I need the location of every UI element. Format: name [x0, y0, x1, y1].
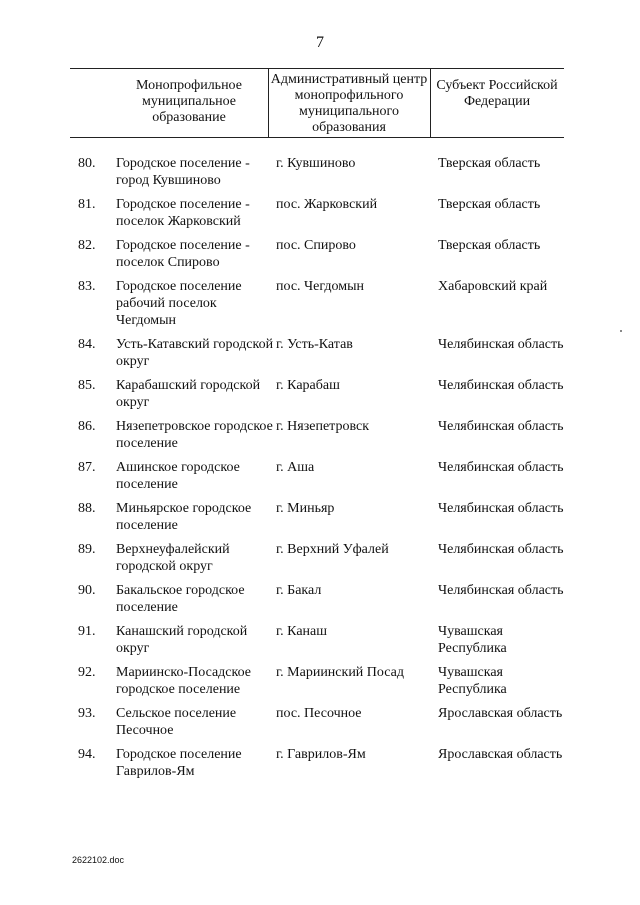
table-row [70, 237, 564, 278]
row-number: 83. [78, 279, 96, 294]
federal-subject: Чувашская Республика [438, 624, 507, 656]
municipality-name: Городское поселение Гаврилов-Ям [116, 747, 242, 779]
page-number: 7 [316, 34, 324, 51]
table-row [70, 336, 564, 377]
federal-subject: Чувашская Республика [438, 665, 507, 697]
municipality-name: Ашинское городское поселение [116, 460, 240, 492]
admin-center: г. Мариинский Посад [276, 665, 404, 680]
municipality-name: Карабашский городской округ [116, 378, 261, 410]
admin-center: г. Верхний Уфалей [276, 542, 389, 557]
table-top-rule [70, 68, 564, 69]
municipality-name: Миньярское городское поселение [116, 501, 252, 533]
table-row [70, 746, 564, 787]
admin-center: г. Карабаш [276, 378, 340, 393]
municipality-name: Городское поселение рабочий поселок Чегдомын [116, 279, 242, 328]
federal-subject: Ярославская область [438, 747, 563, 762]
federal-subject: Ярославская область [438, 706, 563, 721]
federal-subject: Челябинская область [438, 583, 564, 598]
federal-subject: Тверская область [438, 238, 541, 253]
municipality-name: Мариинско-Посадское городское поселение [116, 665, 251, 697]
admin-center: пос. Жарковский [276, 197, 378, 212]
row-number: 80. [78, 156, 96, 171]
federal-subject: Челябинская область [438, 378, 564, 393]
admin-center: пос. Чегдомын [276, 279, 365, 294]
admin-center: пос. Спирово [276, 238, 356, 253]
row-number: 94. [78, 747, 96, 762]
header-municipality: Монопрофильное муниципальное образование [136, 78, 242, 125]
federal-subject: Челябинская область [438, 542, 564, 557]
row-number: 81. [78, 197, 96, 212]
federal-subject: Челябинская область [438, 419, 564, 434]
table-row [70, 623, 564, 664]
admin-center: г. Миньяр [276, 501, 335, 516]
municipality-name: Нязепетровское городское поселение [116, 419, 273, 451]
admin-center: пос. Песочное [276, 706, 362, 721]
admin-center: г. Аша [276, 460, 315, 475]
municipality-name: Бакальское городское поселение [116, 583, 245, 615]
header-bottom-rule [70, 137, 564, 138]
municipality-name: Городское поселение - город Кувшиново [116, 156, 250, 188]
federal-subject: Тверская область [438, 197, 541, 212]
admin-center: г. Гаврилов-Ям [276, 747, 366, 762]
federal-subject: Хабаровский край [438, 279, 548, 294]
admin-center: г. Канаш [276, 624, 328, 639]
row-number: 85. [78, 378, 96, 393]
table-row [70, 582, 564, 623]
municipality-name: Сельское поселение Песочное [116, 706, 237, 738]
table-row [70, 705, 564, 746]
row-number: 89. [78, 542, 96, 557]
table-body [70, 155, 564, 787]
header-federal-subject: Субъект Российской Федерации [436, 78, 558, 109]
table-row [70, 155, 564, 196]
table-row [70, 377, 564, 418]
municipality-name: Городское поселение - поселок Спирово [116, 238, 250, 270]
row-number: 92. [78, 665, 96, 680]
row-number: 90. [78, 583, 96, 598]
row-number: 82. [78, 238, 96, 253]
row-number: 86. [78, 419, 96, 434]
table-row [70, 541, 564, 582]
table-row [70, 196, 564, 237]
table-row [70, 500, 564, 541]
row-number: 91. [78, 624, 96, 639]
municipality-name: Усть-Катавский городской округ [116, 337, 274, 369]
scan-speck [620, 330, 622, 332]
federal-subject: Челябинская область [438, 501, 564, 516]
document-filename: 2622102.doc [72, 855, 125, 865]
admin-center: г. Кувшиново [276, 156, 356, 171]
header-admin-center: Административный центр монопрофильного муниципального образования [270, 72, 428, 135]
row-number: 93. [78, 706, 96, 721]
federal-subject: Челябинская область [438, 337, 564, 352]
table-row [70, 459, 564, 500]
admin-center: г. Бакал [276, 583, 322, 598]
admin-center: г. Усть-Катав [276, 337, 353, 352]
row-number: 88. [78, 501, 96, 516]
admin-center: г. Нязепетровск [276, 419, 369, 434]
row-number: 87. [78, 460, 96, 475]
table-row [70, 418, 564, 459]
federal-subject: Челябинская область [438, 460, 564, 475]
federal-subject: Тверская область [438, 156, 541, 171]
table-row [70, 664, 564, 705]
row-number: 84. [78, 337, 96, 352]
municipality-name: Верхнеуфалейский городской округ [116, 542, 230, 574]
municipality-name: Городское поселение - поселок Жарковский [116, 197, 250, 229]
table-row [70, 278, 564, 336]
municipality-name: Канашский городской округ [116, 624, 248, 656]
